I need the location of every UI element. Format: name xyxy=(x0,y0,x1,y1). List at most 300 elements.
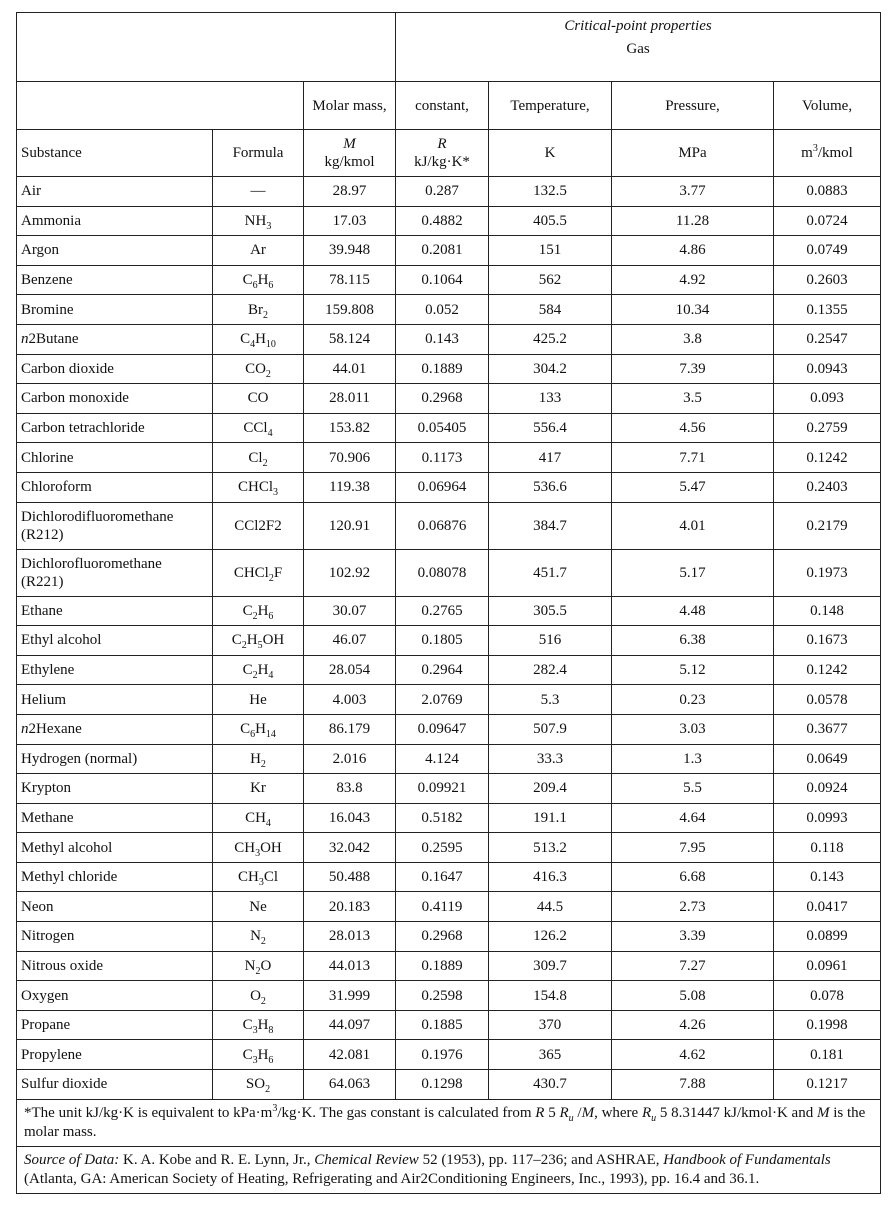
col-substance-header: Substance xyxy=(17,130,213,177)
molar-mass-cell: 78.115 xyxy=(304,265,396,295)
pressure-cell: 4.56 xyxy=(612,413,774,443)
table-row xyxy=(17,922,881,952)
volume-cell: 0.2603 xyxy=(774,265,881,295)
substance-name: Nitrogen xyxy=(21,928,75,945)
substance-cell xyxy=(17,744,213,774)
formula-text: $N_2O$ xyxy=(244,957,272,977)
temperature-cell: 5.3 xyxy=(489,685,612,715)
volume-cell: 0.2759 xyxy=(774,413,881,443)
formula-cell xyxy=(213,206,304,236)
substance-name: Carbon monoxide xyxy=(21,390,129,407)
table-row xyxy=(17,549,881,596)
table-row xyxy=(17,951,881,981)
substance-name: Methyl alcohol xyxy=(21,839,113,856)
volume-cell: 0.0649 xyxy=(774,744,881,774)
substance-name: Propane xyxy=(21,1017,71,1034)
formula-cell xyxy=(213,951,304,981)
gas-constant-cell: 0.09921 xyxy=(396,774,489,804)
temperature-cell: 209.4 xyxy=(489,774,612,804)
gas-constant-cell: 0.2964 xyxy=(396,655,489,685)
substance-name: Carbon dioxide xyxy=(21,360,114,377)
gas-constant-unit: kJ/kg·K* xyxy=(414,154,470,170)
substance-cell xyxy=(17,655,213,685)
table-footer xyxy=(17,1099,881,1193)
source-journal: Chemical Review xyxy=(314,1151,419,1168)
substance-cell xyxy=(17,833,213,863)
substance-name: Chlorine xyxy=(21,449,74,466)
substance-cell xyxy=(17,951,213,981)
formula-cell xyxy=(213,443,304,473)
molar-mass-cell: 64.063 xyxy=(304,1070,396,1100)
footnote-text: , where xyxy=(594,1104,642,1121)
volume-cell: 0.078 xyxy=(774,981,881,1011)
pressure-cell: 5.08 xyxy=(612,981,774,1011)
temperature-label: Temperature, xyxy=(489,82,612,130)
molar-mass-cell: 44.097 xyxy=(304,1010,396,1040)
substance-name: Dichlorofluoromethane xyxy=(21,555,162,572)
formula-text: CHCl$_3$ xyxy=(237,479,278,499)
volume-cell: 0.1998 xyxy=(774,1010,881,1040)
temperature-cell: 556.4 xyxy=(489,413,612,443)
molar-mass-cell: 58.124 xyxy=(304,324,396,354)
volume-cell: 0.3677 xyxy=(774,714,881,744)
volume-cell: 0.0749 xyxy=(774,236,881,266)
gas-constant-cell: 0.2968 xyxy=(396,384,489,414)
formula-text: $C_2H_6$ xyxy=(242,602,274,622)
source-text: 52 (1953), pp. 117–236; and ASHRAE, xyxy=(418,1151,664,1168)
temperature-cell: 536.6 xyxy=(489,472,612,502)
temperature-cell: 151 xyxy=(489,236,612,266)
footnote-sup: 3 xyxy=(272,1102,278,1114)
volume-cell: 0.1242 xyxy=(774,443,881,473)
molar-mass-cell: 39.948 xyxy=(304,236,396,266)
volume-cell: 0.1673 xyxy=(774,626,881,656)
substance-name: Dichlorodifluoromethane xyxy=(21,508,174,525)
formula-text: $CH_4$ xyxy=(245,809,271,829)
pressure-cell: 4.48 xyxy=(612,596,774,626)
formula-text: Ne xyxy=(249,898,267,915)
formula-text: CO xyxy=(247,390,269,407)
formula-text: $C_3H_6$ xyxy=(242,1046,274,1066)
substance-cell xyxy=(17,472,213,502)
formula-text: CCl$_4$ xyxy=(243,420,273,440)
pressure-cell: 0.23 xyxy=(612,685,774,715)
temperature-cell: 417 xyxy=(489,443,612,473)
volume-cell: 0.0993 xyxy=(774,803,881,833)
source-text: K. A. Kobe and R. E. Lynn, Jr., xyxy=(119,1151,315,1168)
gas-constant-cell: 0.052 xyxy=(396,295,489,325)
substance-cell xyxy=(17,502,213,549)
substance-cell xyxy=(17,549,213,596)
temperature-cell: 430.7 xyxy=(489,1070,612,1100)
temperature-cell: 154.8 xyxy=(489,981,612,1011)
molar-mass-cell: 50.488 xyxy=(304,862,396,892)
substance-name: Sulfur dioxide xyxy=(21,1076,108,1093)
footnote-sub: u xyxy=(651,1112,657,1124)
formula-text: $C_6H_{14}$ xyxy=(240,721,276,741)
temperature-cell: 384.7 xyxy=(489,502,612,549)
gas-constant-cell: 0.2765 xyxy=(396,596,489,626)
substance-cell xyxy=(17,803,213,833)
gas-constant-cell: 0.06876 xyxy=(396,502,489,549)
pressure-cell: 5.12 xyxy=(612,655,774,685)
substance-name: Propylene xyxy=(21,1046,82,1063)
substance-name: Helium xyxy=(21,691,66,708)
molar-mass-cell: 31.999 xyxy=(304,981,396,1011)
substance-prefix: n xyxy=(21,721,29,738)
temperature-cell: 132.5 xyxy=(489,177,612,207)
volume-cell: 0.118 xyxy=(774,833,881,863)
substance-cell xyxy=(17,265,213,295)
molar-mass-cell: 28.054 xyxy=(304,655,396,685)
volume-cell: 0.2547 xyxy=(774,324,881,354)
temperature-cell: 133 xyxy=(489,384,612,414)
pressure-cell: 3.39 xyxy=(612,922,774,952)
temperature-cell: 405.5 xyxy=(489,206,612,236)
volume-cell: 0.1973 xyxy=(774,549,881,596)
gas-constant-cell: 0.287 xyxy=(396,177,489,207)
formula-cell xyxy=(213,862,304,892)
substance-cell xyxy=(17,685,213,715)
formula-cell xyxy=(213,833,304,863)
formula-text: $NH_3$ xyxy=(244,212,272,232)
molar-mass-cell: 46.07 xyxy=(304,626,396,656)
temperature-unit: K xyxy=(489,130,612,177)
formula-cell xyxy=(213,384,304,414)
pressure-cell: 1.3 xyxy=(612,744,774,774)
formula-cell xyxy=(213,626,304,656)
substance-cell xyxy=(17,354,213,384)
table-row xyxy=(17,744,881,774)
volume-cell: 0.0578 xyxy=(774,685,881,715)
table-row xyxy=(17,472,881,502)
substance-cell xyxy=(17,862,213,892)
gas-constant-cell: 0.4119 xyxy=(396,892,489,922)
footnote-text: /kg·K. The gas constant is calculated from xyxy=(277,1104,536,1121)
volume-cell: 0.093 xyxy=(774,384,881,414)
volume-cell: 0.2179 xyxy=(774,502,881,549)
pressure-cell: 4.62 xyxy=(612,1040,774,1070)
temperature-cell: 282.4 xyxy=(489,655,612,685)
formula-text: $O_2$ xyxy=(250,987,266,1007)
pressure-cell: 4.86 xyxy=(612,236,774,266)
molar-mass-cell: 70.906 xyxy=(304,443,396,473)
substance-cell xyxy=(17,236,213,266)
gas-constant-cell: 0.1889 xyxy=(396,951,489,981)
formula-text: Kr xyxy=(250,780,266,797)
table-row xyxy=(17,596,881,626)
substance-cell xyxy=(17,714,213,744)
footnote-symbol: M xyxy=(581,1104,595,1121)
table-row xyxy=(17,265,881,295)
formula-cell xyxy=(213,472,304,502)
volume-cell: 0.0943 xyxy=(774,354,881,384)
pressure-cell: 6.38 xyxy=(612,626,774,656)
source-label: Source of Data: xyxy=(24,1151,120,1168)
substance-name: Oxygen xyxy=(21,987,69,1004)
table-row xyxy=(17,833,881,863)
table-row xyxy=(17,324,881,354)
substance-name: Methyl chloride xyxy=(21,869,118,886)
formula-cell xyxy=(213,774,304,804)
gas-constant-cell: 0.08078 xyxy=(396,549,489,596)
volume-unit-tail: /kmol xyxy=(817,145,853,161)
formula-cell xyxy=(213,892,304,922)
substance-cell xyxy=(17,206,213,236)
substance-name: Chloroform xyxy=(21,479,92,496)
gas-constant-cell: 0.1976 xyxy=(396,1040,489,1070)
critical-point-table xyxy=(16,12,881,1194)
substance-name: Methane xyxy=(21,809,74,826)
pressure-cell: 7.88 xyxy=(612,1070,774,1100)
source-handbook: Handbook of Fundamentals xyxy=(663,1151,831,1168)
molar-mass-cell: 159.808 xyxy=(304,295,396,325)
molar-mass-cell: 4.003 xyxy=(304,685,396,715)
gas-constant-cell: 0.4882 xyxy=(396,206,489,236)
molar-mass-cell: 28.013 xyxy=(304,922,396,952)
volume-cell: 0.0961 xyxy=(774,951,881,981)
substance-name: 2Hexane xyxy=(28,721,82,738)
formula-cell xyxy=(213,265,304,295)
pressure-cell: 5.17 xyxy=(612,549,774,596)
gas-constant-cell: 0.09647 xyxy=(396,714,489,744)
formula-cell xyxy=(213,324,304,354)
formula-text: $H_2$ xyxy=(250,750,266,770)
temperature-cell: 44.5 xyxy=(489,892,612,922)
substance-cell xyxy=(17,443,213,473)
formula-text: $CH_3OH$ xyxy=(234,839,282,859)
temperature-cell: 562 xyxy=(489,265,612,295)
group-title: Critical-point properties xyxy=(564,18,712,34)
substance-cell xyxy=(17,774,213,804)
molar-mass-unit: kg/kmol xyxy=(324,154,375,170)
substance-name: Ammonia xyxy=(21,212,81,229)
gas-constant-cell: 0.1647 xyxy=(396,862,489,892)
temperature-cell: 305.5 xyxy=(489,596,612,626)
formula-cell xyxy=(213,549,304,596)
molar-mass-cell: 120.91 xyxy=(304,502,396,549)
temperature-cell: 584 xyxy=(489,295,612,325)
formula-cell xyxy=(213,922,304,952)
table-row xyxy=(17,862,881,892)
molar-mass-cell: 42.081 xyxy=(304,1040,396,1070)
molar-mass-cell: 20.183 xyxy=(304,892,396,922)
gas-constant-cell: 0.05405 xyxy=(396,413,489,443)
formula-cell xyxy=(213,744,304,774)
table-row xyxy=(17,1070,881,1100)
pressure-cell: 3.8 xyxy=(612,324,774,354)
temperature-cell: 451.7 xyxy=(489,549,612,596)
formula-text: $CO_2$ xyxy=(245,360,271,380)
formula-cell xyxy=(213,1070,304,1100)
molar-mass-cell: 28.011 xyxy=(304,384,396,414)
substance-name: Ethylene xyxy=(21,662,75,679)
table-row xyxy=(17,354,881,384)
substance-cell xyxy=(17,384,213,414)
pressure-cell: 3.77 xyxy=(612,177,774,207)
footnote-symbol: R xyxy=(559,1104,569,1121)
pressure-cell: 6.68 xyxy=(612,862,774,892)
volume-cell: 0.2403 xyxy=(774,472,881,502)
molar-mass-cell: 153.82 xyxy=(304,413,396,443)
substance-name: Carbon tetrachloride xyxy=(21,420,145,437)
substance-name: Nitrous oxide xyxy=(21,957,104,974)
header-blank-cell-2 xyxy=(17,82,304,130)
substance-cell xyxy=(17,177,213,207)
substance-cell xyxy=(17,1070,213,1100)
volume-cell: 0.1242 xyxy=(774,655,881,685)
substance-cell xyxy=(17,892,213,922)
table-row xyxy=(17,295,881,325)
molar-mass-cell: 16.043 xyxy=(304,803,396,833)
volume-cell: 0.181 xyxy=(774,1040,881,1070)
table-body xyxy=(17,177,881,1100)
formula-text: CHCl$_2$F xyxy=(233,564,283,584)
table-row xyxy=(17,177,881,207)
formula-cell xyxy=(213,236,304,266)
molar-mass-cell: 32.042 xyxy=(304,833,396,863)
substance-cell xyxy=(17,981,213,1011)
temperature-cell: 370 xyxy=(489,1010,612,1040)
table-row xyxy=(17,803,881,833)
temperature-cell: 191.1 xyxy=(489,803,612,833)
substance-cell xyxy=(17,626,213,656)
pressure-cell: 7.39 xyxy=(612,354,774,384)
substance-name: Krypton xyxy=(21,780,71,797)
critical-point-table-page xyxy=(16,12,880,1194)
substance-cell xyxy=(17,295,213,325)
formula-cell xyxy=(213,685,304,715)
formula-text: $Cl_2$ xyxy=(248,449,268,469)
molar-mass-cell: 28.97 xyxy=(304,177,396,207)
volume-cell: 0.0899 xyxy=(774,922,881,952)
temperature-cell: 516 xyxy=(489,626,612,656)
volume-label: Volume, xyxy=(774,82,881,130)
formula-text: He xyxy=(249,691,267,708)
pressure-cell: 7.27 xyxy=(612,951,774,981)
volume-cell: 0.1217 xyxy=(774,1070,881,1100)
molar-mass-cell: 30.07 xyxy=(304,596,396,626)
footnote-text: / xyxy=(573,1104,582,1121)
pressure-cell: 3.5 xyxy=(612,384,774,414)
table-row xyxy=(17,1010,881,1040)
formula-cell xyxy=(213,354,304,384)
gas-constant-cell: 0.2081 xyxy=(396,236,489,266)
formula-cell xyxy=(213,655,304,685)
gas-constant-cell: 0.06964 xyxy=(396,472,489,502)
table-row xyxy=(17,443,881,473)
formula-cell xyxy=(213,502,304,549)
col-formula-header: Formula xyxy=(213,130,304,177)
header-group-cell xyxy=(396,13,881,82)
gas-constant-cell: 0.1889 xyxy=(396,354,489,384)
volume-unit xyxy=(774,130,881,177)
gas-constant-unit-cell xyxy=(396,130,489,177)
table-row xyxy=(17,384,881,414)
gas-label: Gas xyxy=(626,41,650,57)
substance-cell xyxy=(17,413,213,443)
temperature-cell: 126.2 xyxy=(489,922,612,952)
formula-text: $SO_2$ xyxy=(245,1076,271,1096)
formula-text: $N_2$ xyxy=(250,928,266,948)
pressure-cell: 7.71 xyxy=(612,443,774,473)
table-row xyxy=(17,774,881,804)
substance-name: Bromine xyxy=(21,301,74,318)
molar-mass-cell: 83.8 xyxy=(304,774,396,804)
gas-constant-cell: 0.143 xyxy=(396,324,489,354)
formula-cell xyxy=(213,1040,304,1070)
table-header xyxy=(17,13,881,177)
volume-cell: 0.0924 xyxy=(774,774,881,804)
temperature-cell: 416.3 xyxy=(489,862,612,892)
footnote-symbol: R xyxy=(535,1104,545,1121)
molar-mass-cell: 44.013 xyxy=(304,951,396,981)
volume-unit-sup: 3 xyxy=(812,143,818,154)
formula-cell xyxy=(213,177,304,207)
gas-constant-cell: 0.5182 xyxy=(396,803,489,833)
footnote xyxy=(17,1099,881,1146)
gas-constant-cell: 2.0769 xyxy=(396,685,489,715)
source-text: (Atlanta, GA: American Society of Heating, Refrigerating and Air2Conditioning Engineers, Inc., 1993), pp. 16.4 and 36.1. xyxy=(24,1170,760,1187)
substance-name: Argon xyxy=(21,242,60,259)
volume-cell: 0.0883 xyxy=(774,177,881,207)
footnote-text: 5 8.31447 kJ/kmol·K and xyxy=(656,1104,817,1121)
gas-constant-cell: 0.1805 xyxy=(396,626,489,656)
formula-text: CCl2F2 xyxy=(234,517,282,534)
gas-constant-cell: 0.2595 xyxy=(396,833,489,863)
temperature-cell: 33.3 xyxy=(489,744,612,774)
temperature-cell: 365 xyxy=(489,1040,612,1070)
volume-cell: 0.1355 xyxy=(774,295,881,325)
gas-constant-label: constant, xyxy=(396,82,489,130)
formula-text: $C_6H_6$ xyxy=(242,272,274,292)
pressure-cell: 5.47 xyxy=(612,472,774,502)
substance-name: Benzene xyxy=(21,272,73,289)
pressure-cell: 4.01 xyxy=(612,502,774,549)
molar-mass-cell: 2.016 xyxy=(304,744,396,774)
table-row xyxy=(17,626,881,656)
molar-mass-symbol: M xyxy=(343,136,356,152)
molar-mass-cell: 102.92 xyxy=(304,549,396,596)
substance-cell xyxy=(17,1040,213,1070)
pressure-label: Pressure, xyxy=(612,82,774,130)
footnote-sub: u xyxy=(568,1112,574,1124)
formula-text: Ar xyxy=(250,242,266,259)
temperature-cell: 507.9 xyxy=(489,714,612,744)
footnote-symbol: M xyxy=(816,1104,830,1121)
gas-constant-cell: 0.1173 xyxy=(396,443,489,473)
substance-name: Ethyl alcohol xyxy=(21,632,102,649)
formula-cell xyxy=(213,1010,304,1040)
formula-text: $CH_3Cl$ xyxy=(237,869,279,889)
pressure-cell: 5.5 xyxy=(612,774,774,804)
substance-name: Neon xyxy=(21,898,54,915)
substance-name-line2: (R221) xyxy=(21,573,64,590)
substance-name: Ethane xyxy=(21,602,63,619)
volume-cell: 0.0417 xyxy=(774,892,881,922)
gas-constant-cell: 0.2968 xyxy=(396,922,489,952)
molar-mass-unit-cell xyxy=(304,130,396,177)
formula-text: $C_2H_4$ xyxy=(242,662,274,682)
table-row xyxy=(17,413,881,443)
formula-text: $C_3H_8$ xyxy=(242,1017,274,1037)
volume-cell: 0.0724 xyxy=(774,206,881,236)
pressure-cell: 11.28 xyxy=(612,206,774,236)
temperature-cell: 425.2 xyxy=(489,324,612,354)
temperature-cell: 304.2 xyxy=(489,354,612,384)
gas-constant-cell: 4.124 xyxy=(396,744,489,774)
footnote-symbol: R xyxy=(641,1104,652,1121)
